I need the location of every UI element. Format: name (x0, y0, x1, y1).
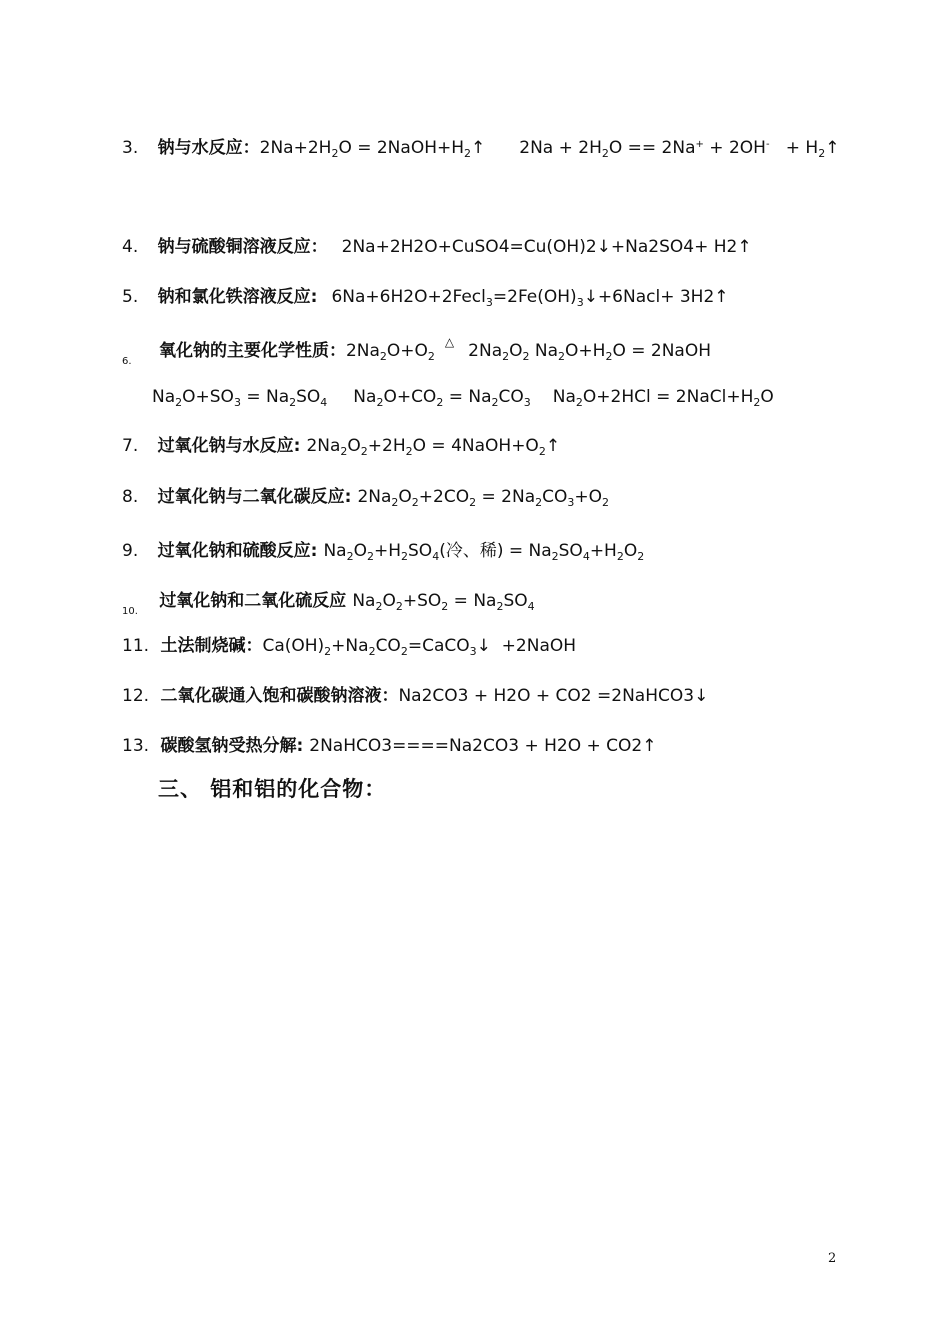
equation: Na2CO3 + H2O + CO2 =2NaHCO3↓ (398, 686, 709, 706)
equation-line-8 (122, 486, 609, 508)
equation-line-6 (122, 335, 712, 367)
item-label: 土法制烧碱： (160, 636, 263, 656)
item-label: 钠和氯化铁溶液反应: (157, 287, 318, 307)
equation-line-11 (122, 635, 576, 657)
equation: $2Na_2O_2+2H_2O$ = $4NaOH+O_2↑$ (306, 436, 561, 458)
equation: $2Na_2O+O_2$ (345, 341, 435, 363)
item-label: 过氧化钠与水反应: (157, 436, 301, 456)
equation: 2Na+2H2O+CuSO4=Cu(OH)2↓+Na2SO4+ H2↑ (341, 237, 752, 257)
page-number: 2 (828, 1251, 837, 1266)
equation: $Ca(OH)_2+Na_2CO_2=CaCO_3↓$ +2NaOH (262, 636, 577, 658)
item-number: 3. (122, 138, 139, 158)
equation: $2Na_2O_2+2CO_2 = 2Na_2CO_3+O_2$ (357, 487, 610, 509)
section-heading: 三、 铝和铝的化合物： (158, 777, 387, 801)
equation: $Na_2O+SO_3 = Na_2SO_4$ (152, 387, 328, 409)
item-label: 氧化钠的主要化学性质： (158, 341, 346, 361)
item-label: 过氧化钠和二氧化硫反应 (159, 591, 347, 611)
item-label: 过氧化钠与二氧化碳反应: (157, 487, 352, 507)
equation: $2Na_2O_2$ $Na_2O+H_2O$ = 2NaOH (468, 341, 712, 363)
heating-symbol: △ (444, 335, 455, 349)
item-number: 8. (122, 487, 139, 507)
item-number: 9. (122, 541, 139, 561)
item-number: 5. (122, 287, 139, 307)
item-label: 二氧化碳通入饱和碳酸钠溶液： (160, 686, 399, 706)
item-label: 碳酸氢钠受热分解: (160, 736, 304, 756)
item-number: 4. (122, 237, 139, 257)
equation-line-7 (122, 435, 560, 457)
item-label: 过氧化钠和硫酸反应: (157, 541, 318, 561)
equation-line-3 (122, 137, 839, 159)
item-number: 13. (122, 736, 150, 756)
equation-line-9 (122, 540, 644, 562)
item-number: 10. (122, 606, 138, 617)
item-label: 钠与水反应： (157, 138, 260, 158)
equation: $2Na+2H_2O$ = $2NaOH+H_2↑$ (259, 138, 486, 160)
item-label: 钠与硫酸铜溶液反应： (157, 237, 328, 257)
equation-line-4 (122, 236, 752, 258)
item-number: 6. (122, 356, 132, 367)
equation: $Na_2O+CO_2 = Na_2CO_3$ (353, 387, 531, 409)
equation-line-10 (122, 590, 535, 615)
equation-line-6b (152, 386, 774, 408)
equation: $Na_2O_2+SO_2 = Na_2SO_4$ (352, 591, 535, 613)
item-number: 7. (122, 436, 139, 456)
equation-line-13 (122, 735, 656, 757)
equation: $Na_2O+2HCl$ = $2NaCl+H_2O$ (552, 387, 774, 409)
item-number: 11. (122, 636, 150, 656)
equation: 2NaHCO3====Na2CO3 + H2O + CO2↑ (309, 736, 657, 756)
equation-line-5 (122, 286, 729, 308)
item-number: 12. (122, 686, 150, 706)
ionic-equation: $2Na + 2H_2O == 2Na^+ + 2OH^-$ + $H_2↑$ (519, 138, 840, 160)
equation: $6Na+6H2O+2Fecl_3=2Fe(OH)_3↓+6Nacl+$ 3H2↑ (331, 287, 729, 309)
equation-line-12 (122, 685, 708, 707)
equation: $Na_2O_2+H_2SO_4$(冷、稀) = $Na_2SO_4+H_2O_2$ (323, 541, 645, 563)
